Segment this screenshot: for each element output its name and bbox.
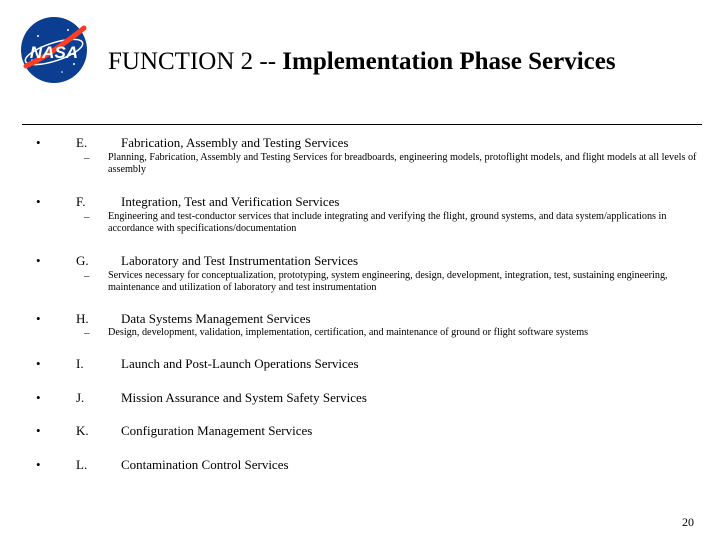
- dash-icon: –: [84, 211, 90, 223]
- item-letter: H.: [76, 311, 89, 326]
- bullet-icon: •: [36, 390, 41, 405]
- item-letter: L.: [76, 457, 88, 472]
- item-heading: Launch and Post-Launch Operations Services: [121, 356, 359, 371]
- item-letter: J.: [76, 390, 85, 405]
- item-letter: I.: [76, 356, 84, 371]
- bullet-icon: •: [36, 457, 41, 472]
- page-title: [108, 48, 616, 76]
- item-letter: E.: [76, 135, 88, 150]
- dash-icon: –: [84, 327, 90, 339]
- title-lead: FUNCTION 2 --: [108, 48, 277, 75]
- item-description: Engineering and test-conductor services that include integrating and verifying the flight, ground systems, and data system/applications in accordance with specifications/documentation: [108, 211, 667, 234]
- bullet-icon: •: [36, 253, 41, 268]
- bullet-icon: •: [36, 423, 41, 438]
- item-heading: Contamination Control Services: [121, 457, 289, 472]
- page-number: 20: [682, 515, 694, 529]
- item-description: Planning, Fabrication, Assembly and Testing Services for breadboards, engineering models, protoflight models, and flight models at all levels of assembly: [108, 152, 697, 175]
- bullet-icon: •: [36, 356, 41, 371]
- logo-text: NASA: [29, 43, 79, 62]
- item-letter: G.: [76, 253, 89, 268]
- item-heading: Configuration Management Services: [121, 423, 313, 438]
- item-heading: Laboratory and Test Instrumentation Services: [121, 253, 359, 268]
- item-heading: Fabrication, Assembly and Testing Services: [121, 135, 349, 150]
- item-heading: Data Systems Management Services: [121, 311, 311, 326]
- nasa-logo: [18, 14, 90, 86]
- item-description: Services necessary for conceptualization, prototyping, system engineering, design, development, integration, test, sustaining engineering, maintenance and utilization of laboratory and test instrumentation: [108, 270, 668, 293]
- item-letter: K.: [76, 423, 89, 438]
- item-description: Design, development, validation, implementation, certification, and maintenance of ground or flight software systems: [108, 327, 589, 338]
- dash-icon: –: [84, 152, 90, 164]
- dash-icon: –: [84, 270, 90, 282]
- item-heading: Integration, Test and Verification Services: [121, 194, 340, 209]
- item-heading: Mission Assurance and System Safety Services: [121, 390, 367, 405]
- title-divider: [22, 124, 702, 125]
- title-rest: Implementation Phase Services: [282, 48, 616, 75]
- bullet-icon: •: [36, 194, 41, 209]
- bullet-icon: •: [36, 135, 41, 150]
- bullet-icon: •: [36, 311, 41, 326]
- item-letter: F.: [76, 194, 86, 209]
